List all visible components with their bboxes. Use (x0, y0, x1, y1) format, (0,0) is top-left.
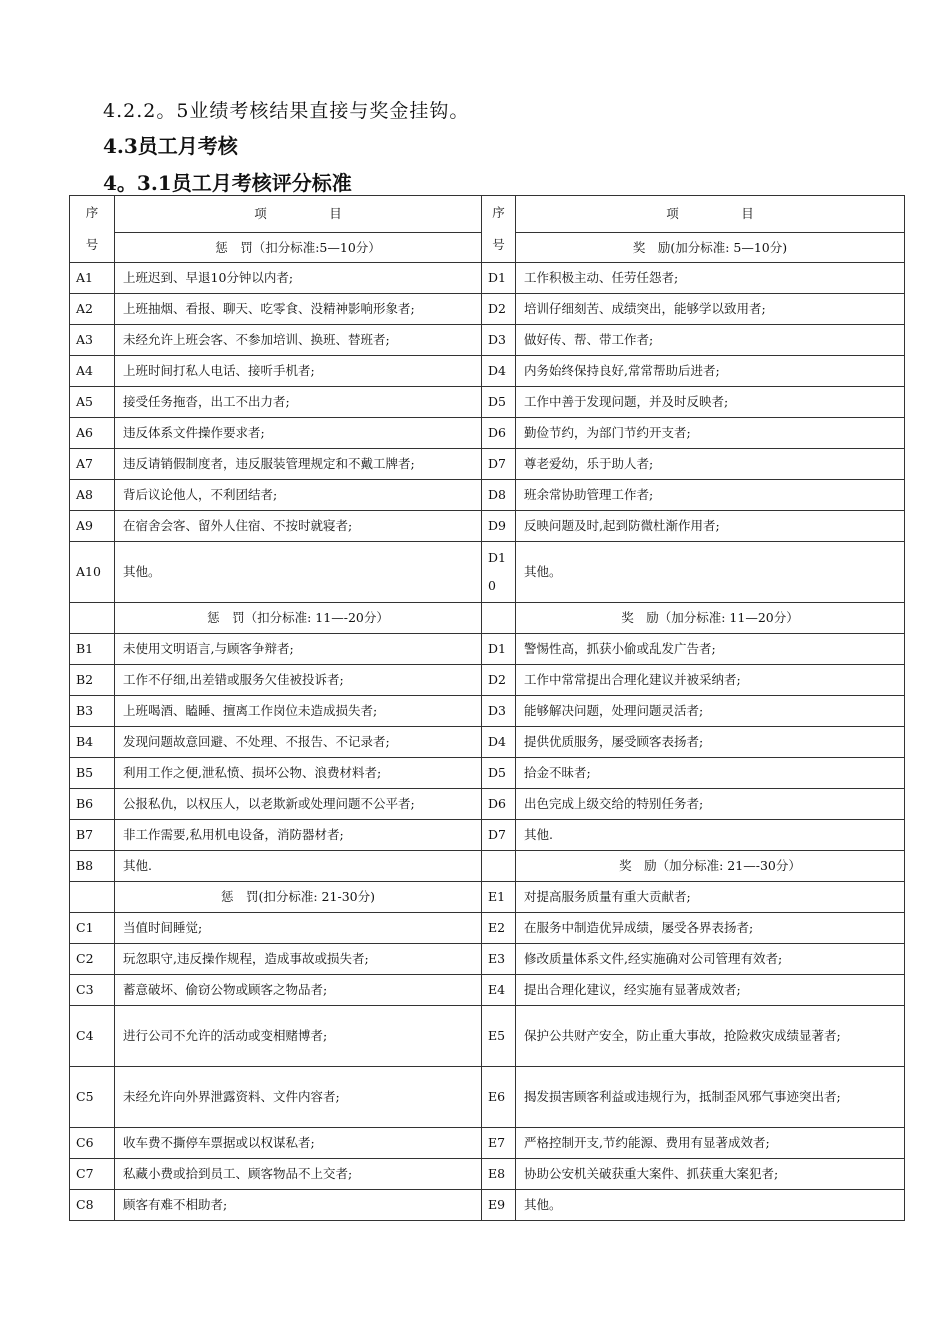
row-code-left: C8 (70, 1190, 115, 1221)
row-code-left: A4 (70, 356, 115, 387)
row-code-left: C4 (70, 1006, 115, 1067)
row-code-left: A2 (70, 294, 115, 325)
reward-item-text: 其他。 (516, 542, 905, 603)
table-row (70, 913, 905, 944)
row-code-left: C6 (70, 1128, 115, 1159)
reward-category-d: 奖 励(加分标准: 5—10分) (516, 233, 905, 263)
reward-item-text: 工作积极主动、任劳任怨者; (516, 263, 905, 294)
table-row (70, 665, 905, 696)
table-row (70, 1067, 905, 1128)
row-code-left: C5 (70, 1067, 115, 1128)
reward-category-d2: 奖 励（加分标准: 11—20分） (516, 603, 905, 634)
row-code-left: A6 (70, 418, 115, 449)
reward-item-text: 警惕性高，抓获小偷或乱发广告者; (516, 634, 905, 665)
reward-item-text: 揭发损害顾客利益或违规行为，抵制歪风邪气事迹突出者; (516, 1067, 905, 1128)
section-heading-4-3-1: 4。3.1员工月考核评分标准 (103, 171, 352, 195)
header-row (70, 196, 905, 233)
table-row (70, 387, 905, 418)
category-row-c (70, 882, 905, 913)
category-row-b (70, 603, 905, 634)
penalty-item-text: 上班时间打私人电话、接听手机者; (115, 356, 482, 387)
reward-item-text: 提出合理化建议，经实施有显著成效者; (516, 975, 905, 1006)
table-row (70, 325, 905, 356)
table-row (70, 294, 905, 325)
penalty-item-text: 接受任务拖沓，出工不出力者; (115, 387, 482, 418)
seq-header-right-top: 序 (492, 205, 505, 220)
penalty-item-text: 违反请销假制度者，违反服装管理规定和不戴工牌者; (115, 449, 482, 480)
penalty-item-text: 进行公司不允许的活动或变相赌博者; (115, 1006, 482, 1067)
table-row (70, 820, 905, 851)
seq-header-right (482, 196, 516, 263)
penalty-item-text: 违反体系文件操作要求者; (115, 418, 482, 449)
penalty-item-text: 私藏小费或拾到员工、顾客物品不上交者; (115, 1159, 482, 1190)
row-code-left: C1 (70, 913, 115, 944)
penalty-item-text: 利用工作之便,泄私愤、损坏公物、浪费材料者; (115, 758, 482, 789)
penalty-item-text: 玩忽职守,违反操作规程，造成事故或损失者; (115, 944, 482, 975)
row-code-right: E1 (482, 882, 516, 913)
monthly-evaluation-table (69, 195, 905, 1221)
row-code-left: B5 (70, 758, 115, 789)
reward-item-text: 其他. (516, 820, 905, 851)
item-header-left: 项 目 (115, 196, 482, 233)
penalty-category-b: 惩 罚（扣分标准: 11—-20分） (115, 603, 482, 634)
row-code-right: D7 (482, 449, 516, 480)
penalty-item-text: 发现问题故意回避、不处理、不报告、不记录者; (115, 727, 482, 758)
row-code-left: C7 (70, 1159, 115, 1190)
reward-item-text: 内务始终保持良好,常常帮助后进者; (516, 356, 905, 387)
table-row (70, 480, 905, 511)
table-row (70, 449, 905, 480)
row-code-right: E7 (482, 1128, 516, 1159)
row-code-right: E6 (482, 1067, 516, 1128)
row-code-right: D3 (482, 696, 516, 727)
table-row (70, 1190, 905, 1221)
row-code-left: C3 (70, 975, 115, 1006)
row-code-right: E8 (482, 1159, 516, 1190)
row-code-left: A9 (70, 511, 115, 542)
table-row (70, 634, 905, 665)
seq-header (70, 196, 115, 263)
penalty-item-text: 收车费不撕停车票据或以权谋私者; (115, 1128, 482, 1159)
reward-item-text: 出色完成上级交给的特别任务者; (516, 789, 905, 820)
row-code-right: E9 (482, 1190, 516, 1221)
reward-item-text: 协助公安机关破获重大案件、抓获重大案犯者; (516, 1159, 905, 1190)
row-code-left: B4 (70, 727, 115, 758)
table-row (70, 975, 905, 1006)
table-row (70, 1128, 905, 1159)
row-code-right: D7 (482, 820, 516, 851)
subsection-heading-4-2-2-5: 4.2.2。5业绩考核结果直接与奖金挂钩。 (103, 100, 470, 122)
penalty-item-text: 顾客有难不相助者; (115, 1190, 482, 1221)
penalty-item-text: 其他。 (115, 542, 482, 603)
table-row (70, 511, 905, 542)
row-code-right: E4 (482, 975, 516, 1006)
row-code-right: D1 (482, 634, 516, 665)
penalty-item-text: 公报私仇，以权压人，以老欺新或处理问题不公平者; (115, 789, 482, 820)
row-code-right: D3 (482, 325, 516, 356)
empty-code-cell (482, 851, 516, 882)
row-code-right: D9 (482, 511, 516, 542)
reward-item-text: 做好传、帮、带工作者; (516, 325, 905, 356)
penalty-item-text: 蓄意破坏、偷窃公物或顾客之物品者; (115, 975, 482, 1006)
table-row (70, 789, 905, 820)
reward-item-text: 能够解决问题，处理问题灵活者; (516, 696, 905, 727)
row-code-right: D4 (482, 356, 516, 387)
reward-item-text: 工作中善于发现问题，并及时反映者; (516, 387, 905, 418)
row-code-left: B2 (70, 665, 115, 696)
reward-item-text: 工作中常常提出合理化建议并被采纳者; (516, 665, 905, 696)
penalty-item-text: 背后议论他人，不利团结者; (115, 480, 482, 511)
penalty-category-c: 惩 罚(扣分标准: 21-30分) (115, 882, 482, 913)
table-row (70, 356, 905, 387)
row-code-right (482, 542, 516, 603)
reward-item-text: 尊老爱幼，乐于助人者; (516, 449, 905, 480)
table-row (70, 727, 905, 758)
seq-header-bottom: 号 (85, 237, 99, 252)
penalty-item-text: 上班抽烟、看报、聊天、吃零食、没精神影响形象者; (115, 294, 482, 325)
table-row (70, 851, 905, 882)
row-code-right: D2 (482, 665, 516, 696)
row-code-left: C2 (70, 944, 115, 975)
row-code-right: E3 (482, 944, 516, 975)
row-code-right: E5 (482, 1006, 516, 1067)
table-row (70, 696, 905, 727)
reward-item-text: 提供优质服务，屡受顾客表扬者; (516, 727, 905, 758)
row-code-right: D8 (482, 480, 516, 511)
reward-item-text: 勤俭节约，为部门节约开支者; (516, 418, 905, 449)
row-code-right: D5 (482, 758, 516, 789)
penalty-item-text: 上班喝酒、瞌睡、擅离工作岗位未造成损失者; (115, 696, 482, 727)
row-code-right: D6 (482, 418, 516, 449)
row-code-left: A10 (70, 542, 115, 603)
reward-item-text: 培训仔细刻苦、成绩突出，能够学以致用者; (516, 294, 905, 325)
reward-item-text: 其他。 (516, 1190, 905, 1221)
seq-header-right-bottom: 号 (492, 237, 505, 252)
row-code-left: B8 (70, 851, 115, 882)
table-row (70, 1159, 905, 1190)
reward-item-text: 反映问题及时,起到防微杜渐作用者; (516, 511, 905, 542)
row-code-right: D1 (482, 263, 516, 294)
row-code-left: A1 (70, 263, 115, 294)
row-code-left: B3 (70, 696, 115, 727)
reward-item-text: 在服务中制造优异成绩，屡受各界表扬者; (516, 913, 905, 944)
table-row (70, 263, 905, 294)
reward-item-text: 拾金不昧者; (516, 758, 905, 789)
penalty-item-text: 非工作需要,私用机电设备，消防器材者; (115, 820, 482, 851)
penalty-item-text: 上班迟到、早退10分钟以内者; (115, 263, 482, 294)
row-code-left: A3 (70, 325, 115, 356)
penalty-item-text: 未经允许向外界泄露资料、文件内容者; (115, 1067, 482, 1128)
item-header-right: 项 目 (516, 196, 905, 233)
reward-item-text: 班余常协助管理工作者; (516, 480, 905, 511)
seq-header-top: 序 (85, 205, 99, 220)
reward-item-text: 对提高服务质量有重大贡献者; (516, 882, 905, 913)
reward-item-text: 修改质量体系文件,经实施确对公司管理有效者; (516, 944, 905, 975)
penalty-item-text: 未使用文明语言,与顾客争辩者; (115, 634, 482, 665)
row-code-left: B1 (70, 634, 115, 665)
row-code-left: A7 (70, 449, 115, 480)
row-code-left: A5 (70, 387, 115, 418)
table-row (70, 758, 905, 789)
empty-code-cell (482, 603, 516, 634)
table-row (70, 542, 905, 603)
penalty-item-text: 工作不仔细,出差错或服务欠佳被投诉者; (115, 665, 482, 696)
row-code-right: D5 (482, 387, 516, 418)
penalty-category-a: 惩 罚（扣分标准:5—10分） (115, 233, 482, 263)
penalty-item-text: 其他. (115, 851, 482, 882)
row-code-left: B6 (70, 789, 115, 820)
table-row (70, 418, 905, 449)
row-code-right: D4 (482, 727, 516, 758)
row-code-right: D2 (482, 294, 516, 325)
row-code-right-line2: 0 (488, 578, 496, 593)
penalty-item-text: 当值时间睡觉; (115, 913, 482, 944)
row-code-left: A8 (70, 480, 115, 511)
row-code-right: E2 (482, 913, 516, 944)
reward-category-e: 奖 励（加分标准: 21—-30分） (516, 851, 905, 882)
row-code-right: D6 (482, 789, 516, 820)
empty-code-cell (70, 882, 115, 913)
section-heading-4-3: 4.3员工月考核 (103, 134, 238, 158)
penalty-item-text: 未经允许上班会客、不参加培训、换班、替班者; (115, 325, 482, 356)
reward-item-text: 保护公共财产安全，防止重大事故，抢险救灾成绩显著者; (516, 1006, 905, 1067)
empty-code-cell (70, 603, 115, 634)
penalty-item-text: 在宿舍会客、留外人住宿、不按时就寝者; (115, 511, 482, 542)
reward-item-text: 严格控制开支,节约能源、费用有显著成效者; (516, 1128, 905, 1159)
table-row (70, 1006, 905, 1067)
row-code-right-line1: D1 (488, 550, 506, 565)
table-row (70, 944, 905, 975)
row-code-left: B7 (70, 820, 115, 851)
